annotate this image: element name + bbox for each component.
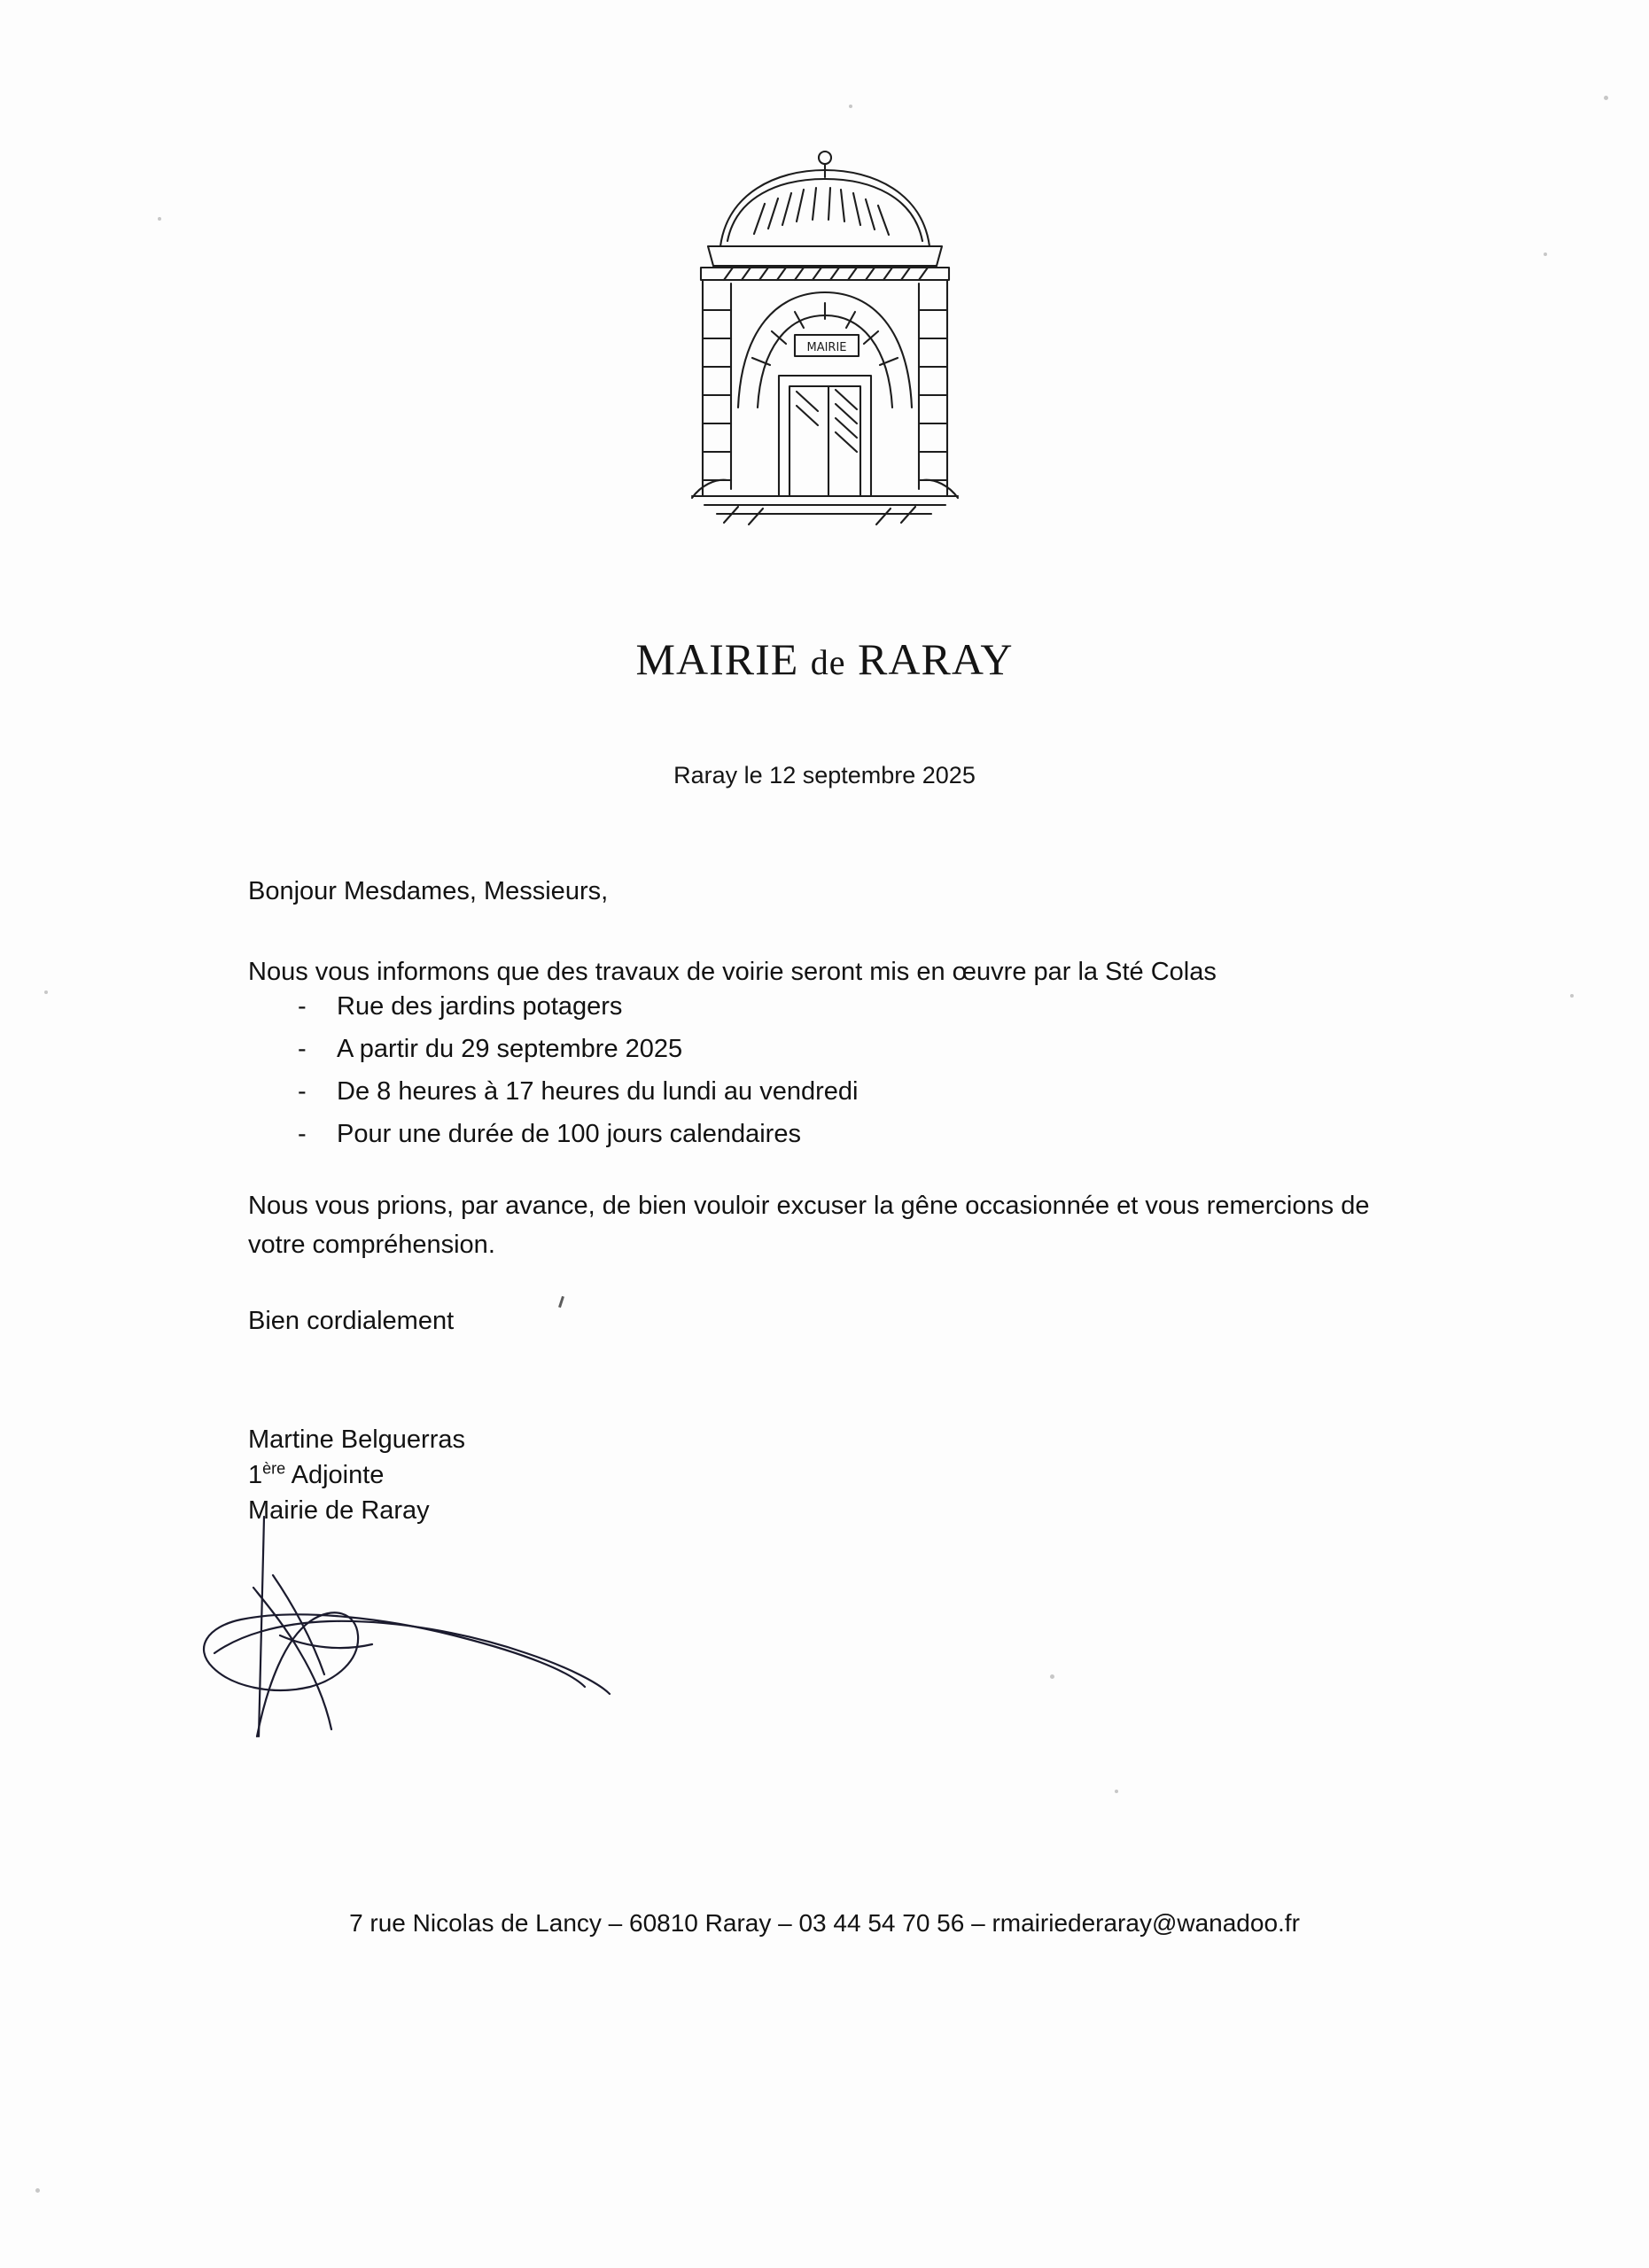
svg-text:MAIRIE: MAIRIE bbox=[805, 341, 847, 354]
scan-speck bbox=[849, 105, 852, 108]
scan-speck bbox=[158, 217, 161, 221]
list-item: - Pour une durée de 100 jours calendaires bbox=[282, 1122, 858, 1147]
mairie-building-icon bbox=[639, 142, 1011, 567]
title-main: MAIRIE bbox=[635, 634, 799, 684]
role-label: Adjointe bbox=[285, 1461, 385, 1490]
list-item: - Rue des jardins potagers bbox=[282, 994, 858, 1020]
list-item: - De 8 heures à 17 heures du lundi au vendredi bbox=[282, 1079, 858, 1105]
closing-paragraph: Nous vous prions, par avance, de bien vouloir excuser la gêne occasionnée et vous remercions de votre compréhension. bbox=[248, 1192, 1370, 1259]
scan-speck bbox=[35, 2188, 40, 2193]
footer-contact: 7 rue Nicolas de Lancy – 60810 Raray – 03 44 54 70 56 – rmairiederaray@wanadoo.fr bbox=[349, 1909, 1300, 1937]
list-item: - A partir du 29 septembre 2025 bbox=[282, 1037, 858, 1062]
intro-paragraph: Nous vous informons que des travaux de voirie seront mis en œuvre par la Sté Colas bbox=[248, 958, 1217, 986]
scan-speck bbox=[1604, 96, 1608, 100]
scan-speck bbox=[1050, 1674, 1054, 1679]
title-de: de bbox=[810, 642, 846, 682]
page-title bbox=[0, 633, 1649, 685]
signature-block bbox=[248, 1422, 465, 1528]
scan-speck bbox=[1115, 1790, 1118, 1793]
scan-speck bbox=[1544, 252, 1547, 256]
signatory-organisation: Mairie de Raray bbox=[248, 1496, 430, 1526]
role-suffix: ère bbox=[262, 1459, 286, 1478]
signatory-name: Martine Belguerras bbox=[248, 1425, 465, 1454]
scan-speck bbox=[1570, 994, 1574, 998]
regards-text: Bien cordialement bbox=[248, 1307, 455, 1335]
date-line: Raray le 12 septembre 2025 bbox=[673, 762, 976, 788]
title-place: RARAY bbox=[858, 634, 1014, 684]
signatory-role bbox=[248, 1457, 465, 1493]
works-details-list bbox=[282, 994, 858, 1164]
role-number: 1 bbox=[248, 1461, 263, 1490]
greeting-text: Bonjour Mesdames, Messieurs, bbox=[248, 877, 609, 905]
scan-speck bbox=[44, 990, 48, 994]
